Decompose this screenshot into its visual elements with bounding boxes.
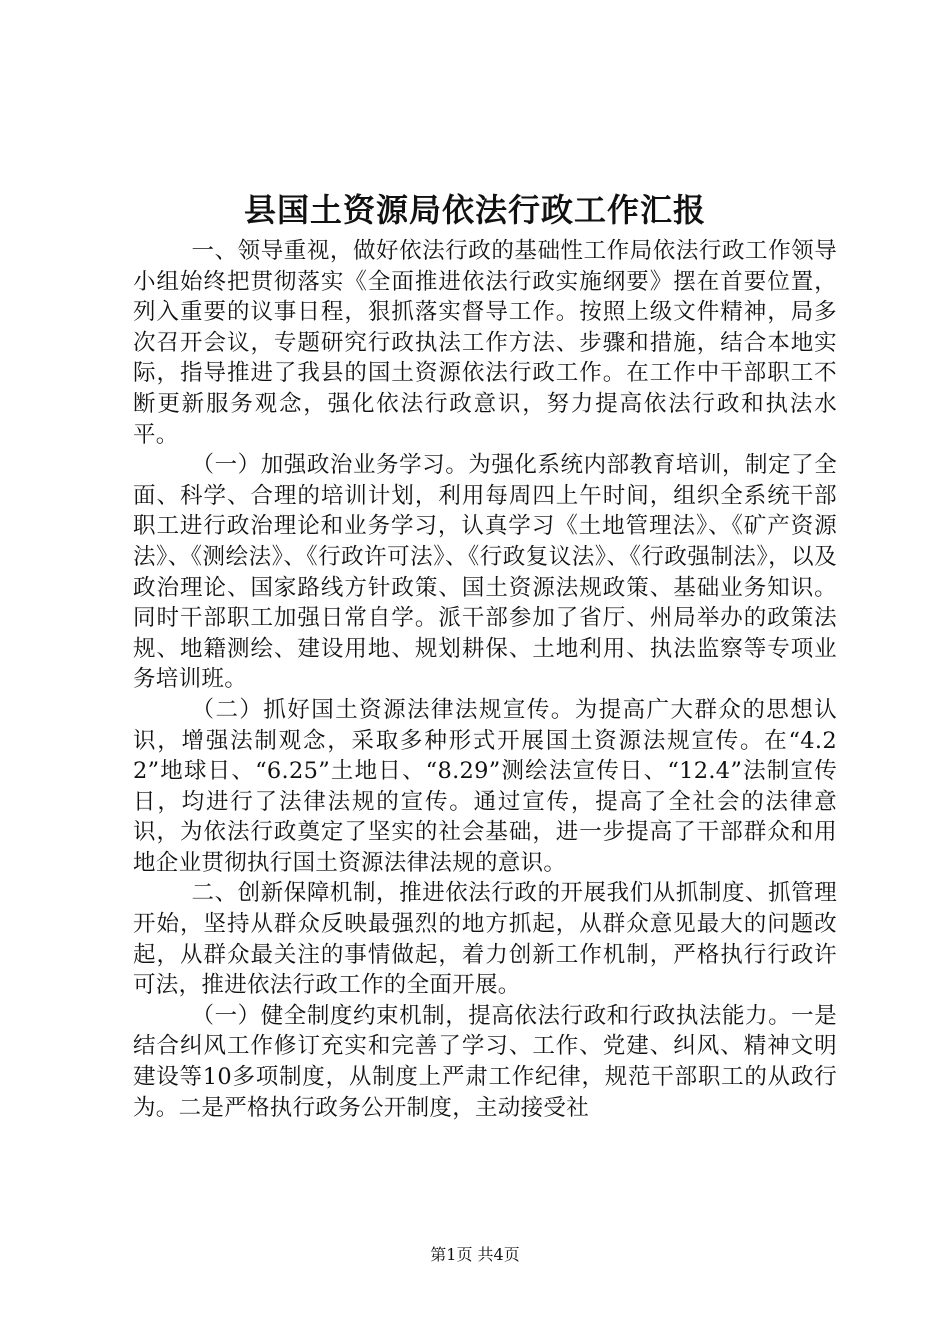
paragraph-system-mechanism: （一）健全制度约束机制，提高依法行政和行政执法能力。一是结合纠风工作修订充实和完善了学习、工作、党建、纠风、精神文明建设等10多项制度，从制度上严肃工作纪律，规范干部职工的从政行为。二是严格执行政务公开制度，主动接受社 <box>133 1002 837 1121</box>
paragraph-political-study: （一）加强政治业务学习。为强化系统内部教育培训，制定了全面、科学、合理的培训计划，利用每周四上午时间，组织全系统干部职工进行政治理论和业务学习，认真学习《土地管理法》、《矿产资源法》、《测绘法》、《行政许可法》、《行政复议法》、《行政强制法》，以及政治理论、国家路线方针政策、国土资源法规政策、基础业务知识。同时干部职工加强日常自学。派干部参加了省厅、州局举办的政策法规、地籍测绘、建设用地、规划耕保、土地利用、执法监察等专项业务培训班。 <box>133 452 837 693</box>
document-title: 县国土资源局依法行政工作汇报 <box>243 191 706 229</box>
paragraph-section-one: 一、领导重视，做好依法行政的基础性工作局依法行政工作领导小组始终把贯彻落实《全面推进依法行政实施纲要》摆在首要位置，列入重要的议事日程，狠抓落实督导工作。按照上级文件精神，局多次召开会议，专题研究行政执法工作方法、步骤和措施，结合本地实际，指导推进了我县的国土资源依法行政工作。在工作中干部职工不断更新服务观念，强化依法行政意识，努力提高依法行政和执法水平。 <box>133 238 837 448</box>
document-body <box>133 236 837 1123</box>
paragraph-section-two: 二、创新保障机制，推进依法行政的开展我们从抓制度、抓管理开始，坚持从群众反映最强烈的地方抓起，从群众意见最大的问题改起，从群众最关注的事情做起，着力创新工作机制，严格执行行政许可法，推进依法行政工作的全面开展。 <box>133 880 837 999</box>
paragraph-law-publicity: （二）抓好国土资源法律法规宣传。为提高广大群众的思想认识，增强法制观念，采取多种形式开展国土资源法规宣传。在“4.22”地球日、“6.25”土地日、“8.29”测绘法宣传日、“12.4”法制宣传日，均进行了法律法规的宣传。通过宣传，提高了全社会的法律意识，为依法行政奠定了坚实的社会基础，进一步提高了干部群众和用地企业贯彻执行国土资源法律法规的意识。 <box>133 696 837 876</box>
page-number-footer: 第1页 共4页 <box>430 1245 520 1264</box>
